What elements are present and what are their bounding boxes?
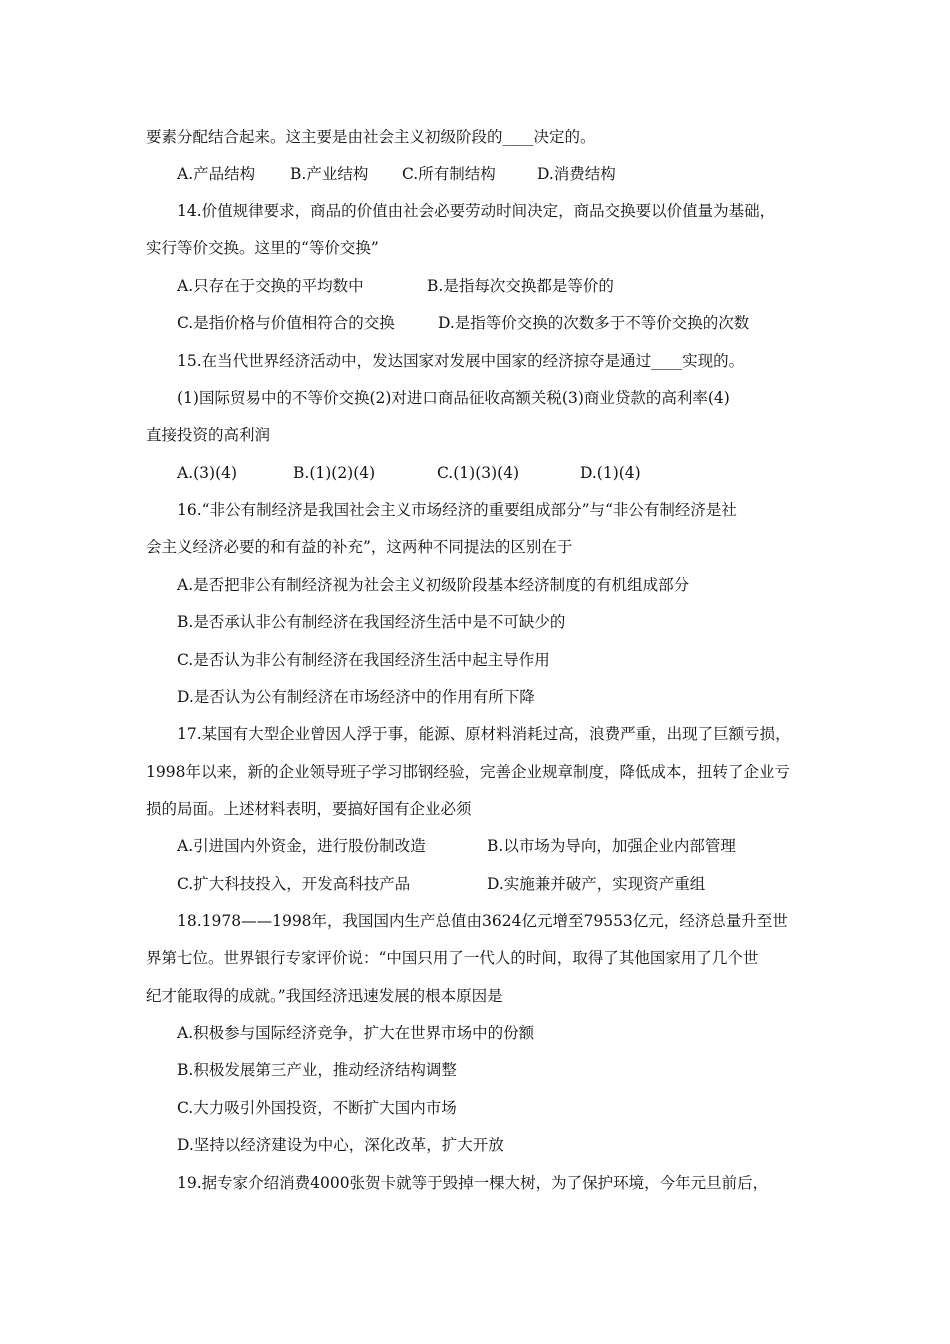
q13-option-c: C.所有制结构 xyxy=(402,165,496,183)
q15-stem-line-1: 15.在当代世界经济活动中，发达国家对发展中国家的经济掠夺是通过____实现的。 xyxy=(177,352,745,370)
q17-option-c: C.扩大科技投入，开发高科技产品 xyxy=(177,875,411,893)
q14-option-d: D.是指等价交换的次数多于不等价交换的次数 xyxy=(438,314,750,332)
q17-stem-line-2: 1998年以来，新的企业领导班子学习邯钢经验，完善企业规章制度，降低成本，扭转了企业亏 xyxy=(146,763,790,781)
q13-continuation: 要素分配结合起来。这主要是由社会主义初级阶段的____决定的。 xyxy=(146,128,596,146)
q15-option-c: C.(1)(3)(4) xyxy=(437,464,520,482)
q16-option-b: B.是否承认非公有制经济在我国经济生活中是不可缺少的 xyxy=(177,613,566,631)
q16-stem-line-2: 会主义经济必要的和有益的补充”，这两种不同提法的区别在于 xyxy=(146,538,573,556)
q14-option-c: C.是指价格与价值相符合的交换 xyxy=(177,314,395,332)
q13-option-d: D.消费结构 xyxy=(537,165,616,183)
q17-option-a: A.引进国内外资金，进行股份制改造 xyxy=(177,837,426,855)
q14-option-a: A.只存在于交换的平均数中 xyxy=(177,277,364,295)
q13-option-b: B.产业结构 xyxy=(290,165,369,183)
q18-stem-line-1: 18.1978——1998年，我国国内生产总值由3624亿元增至79553亿元，经济总量升至世 xyxy=(177,912,788,930)
q16-option-d: D.是否认为公有制经济在市场经济中的作用有所下降 xyxy=(177,688,535,706)
q18-option-d: D.坚持以经济建设为中心，深化改革，扩大开放 xyxy=(177,1136,504,1154)
q15-items-line-2: 直接投资的高利润 xyxy=(146,426,271,444)
q13-option-a: A.产品结构 xyxy=(177,165,256,183)
q17-option-d: D.实施兼并破产，实现资产重组 xyxy=(487,875,706,893)
q18-option-c: C.大力吸引外国投资，不断扩大国内市场 xyxy=(177,1099,457,1117)
q18-stem-line-3: 纪才能取得的成就。”我国经济迅速发展的根本原因是 xyxy=(146,987,503,1005)
q15-option-b: B.(1)(2)(4) xyxy=(293,464,376,482)
q16-option-c: C.是否认为非公有制经济在我国经济生活中起主导作用 xyxy=(177,651,550,669)
q14-stem-line-1: 14.价值规律要求，商品的价值由社会必要劳动时间决定，商品交换要以价值量为基础， xyxy=(177,202,776,220)
q18-option-a: A.积极参与国际经济竞争，扩大在世界市场中的份额 xyxy=(177,1024,535,1042)
q14-option-b: B.是指每次交换都是等价的 xyxy=(427,277,614,295)
q15-items-line-1: (1)国际贸易中的不等价交换(2)对进口商品征收高额关税(3)商业贷款的高利率(4) xyxy=(177,389,730,407)
q17-option-b: B.以市场为导向，加强企业内部管理 xyxy=(487,837,736,855)
q18-stem-line-2: 界第七位。世界银行专家评价说：“中国只用了一代人的时间，取得了其他国家用了几个世 xyxy=(146,949,759,967)
q15-option-a: A.(3)(4) xyxy=(177,464,238,482)
q16-stem-line-1: 16.“非公有制经济是我国社会主义市场经济的重要组成部分”与“非公有制经济是社 xyxy=(177,501,737,519)
q17-stem-line-1: 17.某国有大型企业曾因人浮于事，能源、原材料消耗过高，浪费严重，出现了巨额亏损， xyxy=(177,725,791,743)
q18-option-b: B.积极发展第三产业，推动经济结构调整 xyxy=(177,1061,457,1079)
q19-stem-line-1: 19.据专家介绍消费4000张贺卡就等于毁掉一棵大树，为了保护环境，今年元旦前后， xyxy=(177,1174,769,1192)
q15-option-d: D.(1)(4) xyxy=(580,464,641,482)
q16-option-a: A.是否把非公有制经济视为社会主义初级阶段基本经济制度的有机组成部分 xyxy=(177,576,690,594)
q17-stem-line-3: 损的局面。上述材料表明，要搞好国有企业必须 xyxy=(146,800,472,818)
q14-stem-line-2: 实行等价交换。这里的“等价交换” xyxy=(146,239,379,257)
